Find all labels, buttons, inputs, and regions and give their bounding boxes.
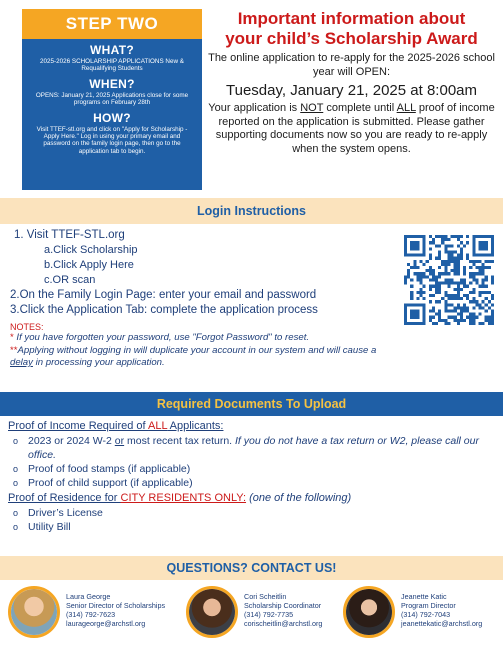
login-step-3: 3.Click the Application Tab: complete the application process <box>10 304 318 316</box>
residence-heading-city: CITY RESIDENTS ONLY: <box>120 492 247 504</box>
note-forgot-password <box>10 332 400 345</box>
income-heading-a: Proof of Income Required of <box>8 420 149 432</box>
what-section <box>22 43 202 73</box>
income-heading-b: Applicants: <box>167 420 224 432</box>
headline-line-1: Important information about <box>237 9 466 28</box>
how-section <box>22 111 202 156</box>
contact-phone: (314) 792-7735 <box>244 610 294 619</box>
income-heading-text <box>8 420 223 432</box>
income-heading <box>8 419 498 433</box>
notes-label: NOTES: <box>10 322 44 332</box>
when-heading: WHEN? <box>89 76 135 91</box>
income-item-child-support: o Proof of child support (if applicable) <box>8 476 498 490</box>
note2-star: ** <box>10 344 18 356</box>
when-section <box>22 77 202 107</box>
contact-info <box>66 592 196 628</box>
step-two-title: STEP TWO <box>22 9 202 39</box>
note-not: NOT <box>300 102 324 114</box>
contact-info <box>401 592 503 628</box>
contact-name: Cori Scheitlin <box>244 592 287 601</box>
required-docs-banner: Required Documents To Upload <box>0 392 503 416</box>
step-two-box <box>22 9 202 190</box>
contact-phone: (314) 792-7043 <box>401 610 451 619</box>
open-date: Tuesday, January 21, 2025 at 8:00am <box>226 82 477 99</box>
residence-heading <box>8 491 498 505</box>
note-text-b: complete until <box>323 102 397 114</box>
login-step-1: 1. Visit TTEF-STL.org <box>14 229 125 241</box>
w2-text: 2023 or 2024 W-2 <box>28 435 115 447</box>
income-heading-all: ALL <box>148 420 168 432</box>
contact-email[interactable]: laurageorge@archstl.org <box>66 619 146 628</box>
login-step-1b: b.Click Apply Here <box>44 259 134 271</box>
what-heading: WHAT? <box>90 43 134 57</box>
completion-note <box>208 102 495 156</box>
residence-heading-a: Proof of Residence for <box>8 492 121 504</box>
note-duplicate-account <box>10 345 400 370</box>
contact-title: Scholarship Coordinator <box>244 601 322 610</box>
contact-email[interactable]: corischeitlin@archstl.org <box>244 619 323 628</box>
residence-item-utility: o Utility Bill <box>8 520 498 534</box>
contact-email[interactable]: jeanettekatic@archstl.org <box>401 619 483 628</box>
contact-name: Laura George <box>66 592 111 601</box>
avatar <box>8 586 60 638</box>
header-block <box>208 9 495 156</box>
note-text-a: Your application is <box>208 102 301 114</box>
note1-text: If you have forgotten your password, use "Forgot Password" to reset. <box>13 332 310 343</box>
residence-heading-b: (one of the following) <box>246 492 352 504</box>
residence-item-license: o Driver’s License <box>8 506 498 520</box>
avatar <box>186 586 238 638</box>
contact-title: Program Director <box>401 601 456 610</box>
qr-code-icon[interactable] <box>404 235 494 325</box>
w2-or: or <box>114 435 125 447</box>
note1-star: * <box>10 332 14 343</box>
contact-title: Senior Director of Scholarships <box>66 601 166 610</box>
login-step-1a: a.Click Scholarship <box>44 244 138 256</box>
what-text: 2025-2026 SCHOLARSHIP APPLICATIONS New & Requalifying Students <box>40 58 184 73</box>
w2-text-post: most recent tax return. <box>124 435 236 447</box>
w2-note: If you do not have a tax return or W2, please call our office. <box>28 435 479 461</box>
intro-text: The online application to re-apply for the 2025-2026 school year will OPEN: <box>208 52 495 78</box>
note-all: ALL <box>396 102 416 114</box>
when-text: OPENS: January 21, 2025 Applications close for some programs on February 28th <box>35 91 189 107</box>
how-text: Visit TTEF-stl.org and click on "Apply for Scholarship - Apply Here." Log in using your primary email and password on the family login page, then go to the application tab to begin. <box>36 125 188 155</box>
note2-delay: delay <box>10 357 33 368</box>
login-banner: Login Instructions <box>0 198 503 224</box>
how-heading: HOW? <box>93 110 131 125</box>
login-instructions <box>10 228 400 370</box>
avatar <box>343 586 395 638</box>
income-item-w2 <box>8 434 498 462</box>
income-item-food-stamps: o Proof of food stamps (if applicable) <box>8 462 498 476</box>
contact-phone: (314) 792-7623 <box>66 610 116 619</box>
questions-banner: QUESTIONS? CONTACT US! <box>0 556 503 580</box>
login-step-2: 2.On the Family Login Page: enter your email and password <box>10 289 317 301</box>
note2-text-a: Applying without logging in will duplicate your account in our system and will cause a <box>17 344 377 356</box>
note-text-c: proof of income reported on the application is submitted. Please gather supporting documents now so you are ready to re-apply when the system opens. <box>215 102 495 155</box>
contact-name: Jeanette Katic <box>401 592 447 601</box>
login-step-1c: c.OR scan <box>44 274 96 286</box>
required-docs <box>8 419 498 534</box>
headline-line-2: your child’s Scholarship Award <box>225 29 478 48</box>
note2-text-b: in processing your application. <box>32 357 165 368</box>
contacts-row <box>0 582 503 647</box>
